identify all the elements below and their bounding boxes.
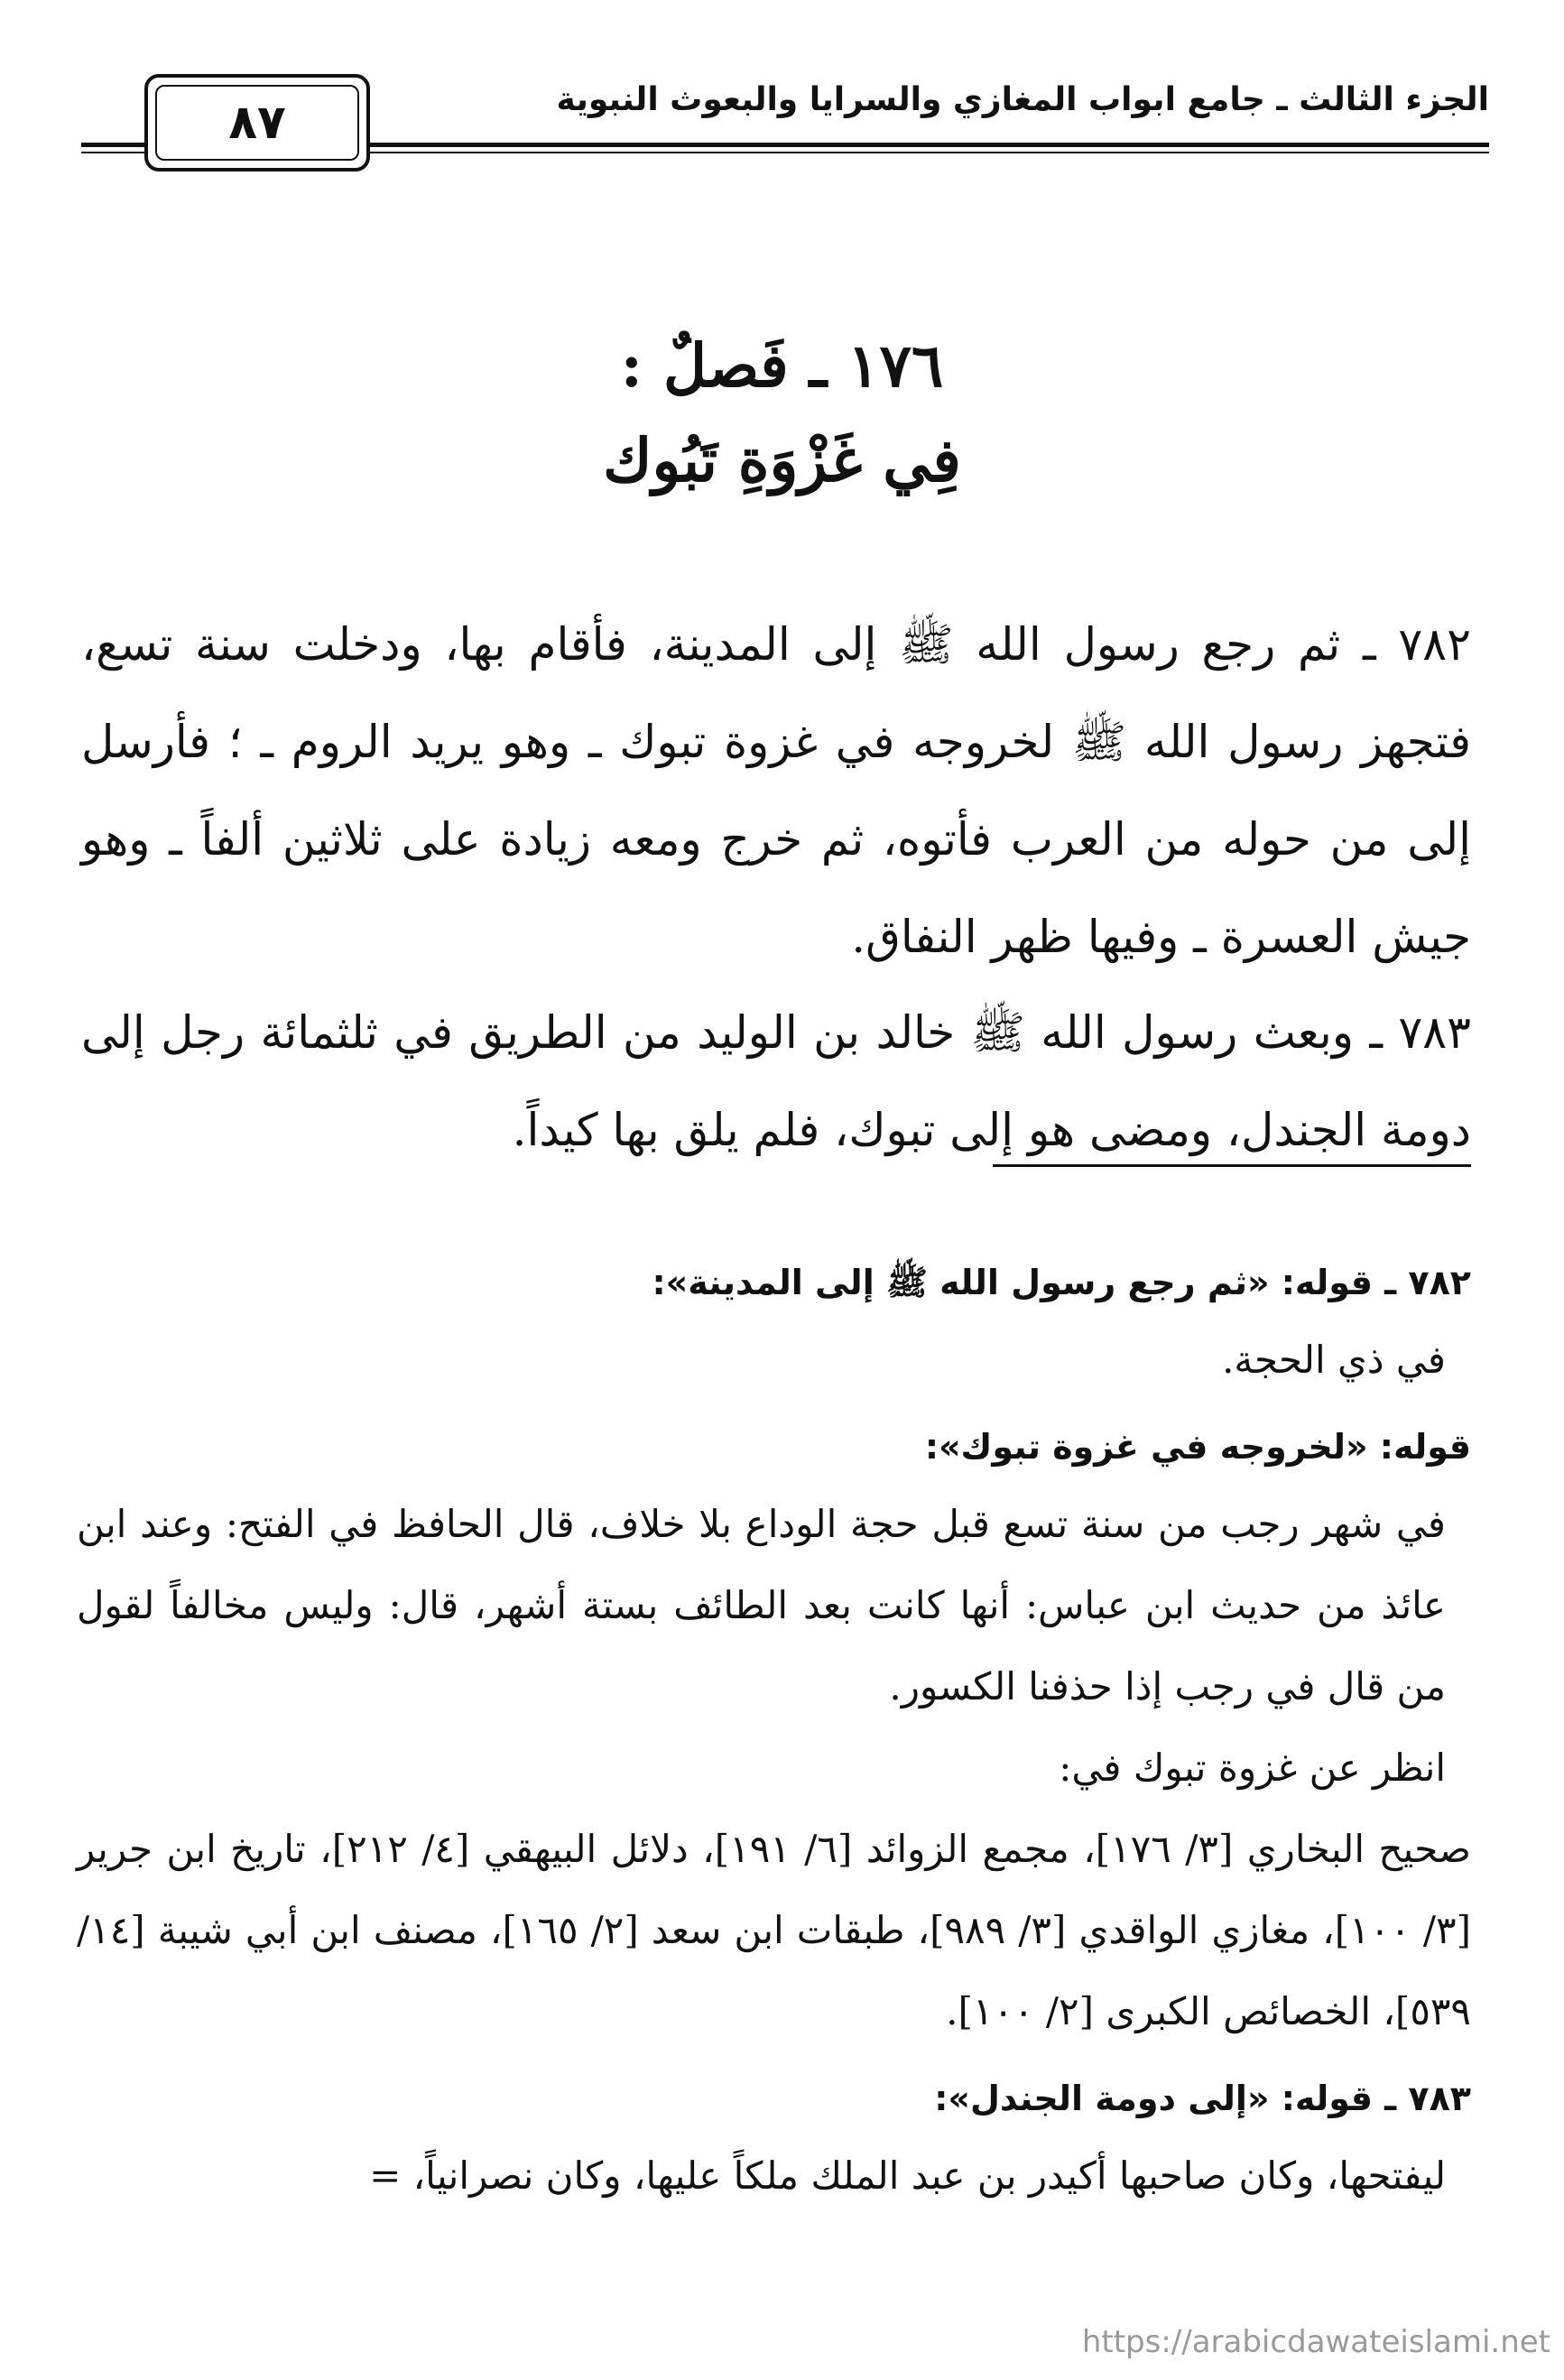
note-heading: ٧٨٢ ـ قوله: «ثم رجع رسول الله ﷺ إلى المدينة»: (652, 1263, 1471, 1302)
chapter-title: فِي غَزْوَةِ تَبُوك (603, 425, 961, 495)
note-references: صحيح البخاري [٣/ ١٧٦]، مجمع الزوائد [٦/ ١٩١]، دلائل البيهقي [٤/ ٢١٢]، تاريخ ابن جرير [٣/ ١٠٠]، مغازي الواقدي [٣/ ٩٨٩]، طبقات ابن سعد [٢/ ١٦٥]، مصنف ابن أبي شيبة [١٤/ ٥٣٩]، الخصائص الكبرى [٢/ ١٠٠]. (77, 1827, 1471, 2033)
paragraph-783: ٧٨٣ ـ وبعث رسول الله ﷺ خالد بن الوليد من الطريق في ثلثمائة رجل إلى دومة الجندل، ومضى هو إلى تبوك، فلم يلق بها كيداً. (81, 1006, 1471, 1156)
note-reference-intro: انظر عن غزوة تبوك في: (1059, 1746, 1446, 1790)
paragraph-782: ٧٨٢ ـ ثم رجع رسول الله ﷺ إلى المدينة، فأقام بها، ودخلت سنة تسع، فتجهز رسول الله ﷺ لخروجه في غزوة تبوك ـ وهو يريد الروم ـ ؛ فأرسل إلى من حوله من العرب فأتوه، ثم خرج ومعه زيادة على ثلاثين ألفاً ـ وهو جيش العسرة ـ وفيها ظهر النفاق. (81, 618, 1471, 963)
note-text: ليفتحها، وكان صاحبها أكيدر بن عبد الملك ملكاً عليها، وكان نصرانياً، = (369, 2153, 1446, 2198)
watermark-url: https://arabicdawateislami.net (1081, 2324, 1550, 2360)
chapter-number: ١٧٦ ـ فَصلٌ : (620, 330, 944, 401)
commentary-notes (77, 1246, 1471, 2226)
note-heading: ٧٨٣ ـ قوله: «إلى دومة الجندل»: (934, 2079, 1471, 2118)
chapter-heading (0, 320, 1564, 510)
notes-separator (993, 1164, 1471, 1167)
running-header-title: الجزء الثالث ـ جامع ابواب المغازي والسرايا والبعوث النبوية (556, 81, 1489, 118)
note-782 (77, 1246, 1471, 1401)
note-783 (77, 2061, 1471, 2217)
note-tabuk (77, 1410, 1471, 2052)
page-number: ٨٧ (155, 85, 359, 161)
running-header (81, 63, 1489, 171)
note-text: في ذي الحجة. (1222, 1338, 1446, 1382)
note-text: في شهر رجب من سنة تسع قبل حجة الوداع بلا خلاف، قال الحافظ في الفتح: وعند ابن عائذ من حديث ابن عباس: أنها كانت بعد الطائف بستة أشهر، قال: وليس مخالفاً لقول من قال في رجب إذا حذفنا الكسور. (77, 1502, 1446, 1709)
page-number-frame (144, 74, 370, 171)
note-heading: قوله: «لخروجه في غزوة تبوك»: (924, 1427, 1471, 1467)
